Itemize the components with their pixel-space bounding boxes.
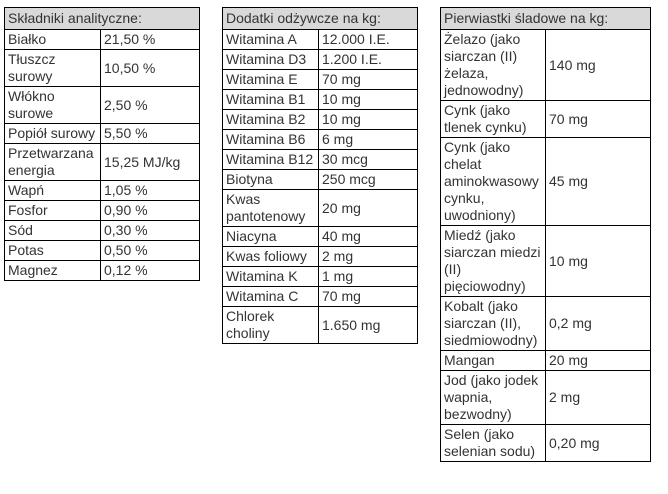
table-row: [223, 110, 418, 130]
nutrient-value: 15,25 MJ/kg: [101, 144, 200, 181]
table-row: [223, 50, 418, 70]
nutrient-value: 0,50 %: [101, 241, 200, 261]
table-row: [223, 247, 418, 267]
nutrient-value: 1.200 I.E.: [319, 50, 418, 70]
nutrient-value: 10 mg: [319, 110, 418, 130]
nutrient-value: 0,2 mg: [546, 297, 651, 351]
nutrient-name: Chlorek choliny: [223, 307, 319, 344]
nutrient-name: Witamina K: [223, 267, 319, 287]
nutrient-name: Sód: [5, 221, 101, 241]
table-row: [223, 227, 418, 247]
table-row: [223, 30, 418, 50]
nutrient-name: Witamina E: [223, 70, 319, 90]
nutrient-name: Jod (jako jodek wapnia, bezwodny): [441, 371, 546, 425]
table-row: [5, 261, 200, 281]
nutrient-name: Żelazo (jako siarczan (II) żelaza, jednowodny): [441, 30, 546, 101]
nutritional-additives-table: [222, 7, 418, 344]
nutrient-value: 70 mg: [546, 101, 651, 138]
nutritional-additives-title: Dodatki odżywcze na kg:: [223, 8, 418, 30]
table-row: [223, 130, 418, 150]
nutrient-value: 2,50 %: [101, 87, 200, 124]
nutrient-value: 20 mg: [319, 190, 418, 227]
nutrient-value: 12.000 I.E.: [319, 30, 418, 50]
nutrient-name: Cynk (jako tlenek cynku): [441, 101, 546, 138]
nutrient-value: 250 mcg: [319, 170, 418, 190]
trace-elements-title: Pierwiastki śladowe na kg:: [441, 8, 651, 30]
nutrient-name: Niacyna: [223, 227, 319, 247]
table-row: [223, 90, 418, 110]
nutrient-value: 2 mg: [319, 247, 418, 267]
nutrient-name: Witamina B2: [223, 110, 319, 130]
table-row: [5, 221, 200, 241]
nutrient-value: 1 mg: [319, 267, 418, 287]
nutrient-value: 20 mg: [546, 351, 651, 371]
table-row: [223, 287, 418, 307]
nutrient-value: 10 mg: [546, 226, 651, 297]
nutrient-name: Białko: [5, 30, 101, 50]
nutrient-name: Witamina A: [223, 30, 319, 50]
nutrient-name: Mangan: [441, 351, 546, 371]
table-row: [5, 144, 200, 181]
nutrient-name: Witamina B12: [223, 150, 319, 170]
table-row: [5, 181, 200, 201]
table-row: [441, 101, 651, 138]
nutrient-value: 30 mcg: [319, 150, 418, 170]
nutrient-value: 10 mg: [319, 90, 418, 110]
table-row: [223, 307, 418, 344]
nutrient-value: 5,50 %: [101, 124, 200, 144]
table-row: [5, 87, 200, 124]
nutrient-value: 2 mg: [546, 371, 651, 425]
nutrient-name: Wapń: [5, 181, 101, 201]
nutrient-value: 45 mg: [546, 138, 651, 226]
nutrient-name: Witamina B1: [223, 90, 319, 110]
nutrient-name: Miedź (jako siarczan miedzi (II) pięciowodny): [441, 226, 546, 297]
analytical-components-table: [4, 7, 200, 281]
nutrient-value: 0,20 mg: [546, 425, 651, 462]
nutrient-value: 10,50 %: [101, 50, 200, 87]
table-row: [223, 150, 418, 170]
nutrient-name: Przetwarzana energia: [5, 144, 101, 181]
nutrient-name: Magnez: [5, 261, 101, 281]
nutrient-name: Włókno surowe: [5, 87, 101, 124]
nutrient-value: 1.650 mg: [319, 307, 418, 344]
nutrient-name: Tłuszcz surowy: [5, 50, 101, 87]
nutrient-value: 0,30 %: [101, 221, 200, 241]
table-row: [441, 371, 651, 425]
nutrient-value: 140 mg: [546, 30, 651, 101]
table-row: [223, 70, 418, 90]
nutrient-name: Fosfor: [5, 201, 101, 221]
nutrient-value: 0,12 %: [101, 261, 200, 281]
table-row: [223, 190, 418, 227]
nutrient-value: 6 mg: [319, 130, 418, 150]
trace-elements-table: [440, 7, 651, 462]
nutrient-value: 1,05 %: [101, 181, 200, 201]
table-row: [5, 30, 200, 50]
table-row: [223, 170, 418, 190]
nutrient-value: 0,90 %: [101, 201, 200, 221]
table-row: [441, 30, 651, 101]
table-row: [223, 267, 418, 287]
nutrient-value: 70 mg: [319, 287, 418, 307]
table-row: [5, 50, 200, 87]
analytical-components-title: Składniki analityczne:: [5, 8, 200, 30]
nutrient-name: Witamina C: [223, 287, 319, 307]
nutrient-name: Kwas pantotenowy: [223, 190, 319, 227]
nutrient-name: Selen (jako selenian sodu): [441, 425, 546, 462]
nutrient-name: Kobalt (jako siarczan (II), siedmiowodny): [441, 297, 546, 351]
table-row: [5, 124, 200, 144]
nutrient-name: Witamina B6: [223, 130, 319, 150]
nutrient-name: Popiół surowy: [5, 124, 101, 144]
table-row: [441, 138, 651, 226]
table-row: [5, 201, 200, 221]
nutrient-name: Kwas foliowy: [223, 247, 319, 267]
table-row: [441, 297, 651, 351]
table-row: [5, 241, 200, 261]
table-row: [441, 351, 651, 371]
table-row: [441, 425, 651, 462]
nutrient-name: Cynk (jako chelat aminokwasowy cynku, uwodniony): [441, 138, 546, 226]
nutrient-name: Witamina D3: [223, 50, 319, 70]
table-row: [441, 226, 651, 297]
nutrient-value: 21,50 %: [101, 30, 200, 50]
nutrient-name: Biotyna: [223, 170, 319, 190]
nutrient-value: 40 mg: [319, 227, 418, 247]
nutrient-value: 70 mg: [319, 70, 418, 90]
nutrient-name: Potas: [5, 241, 101, 261]
